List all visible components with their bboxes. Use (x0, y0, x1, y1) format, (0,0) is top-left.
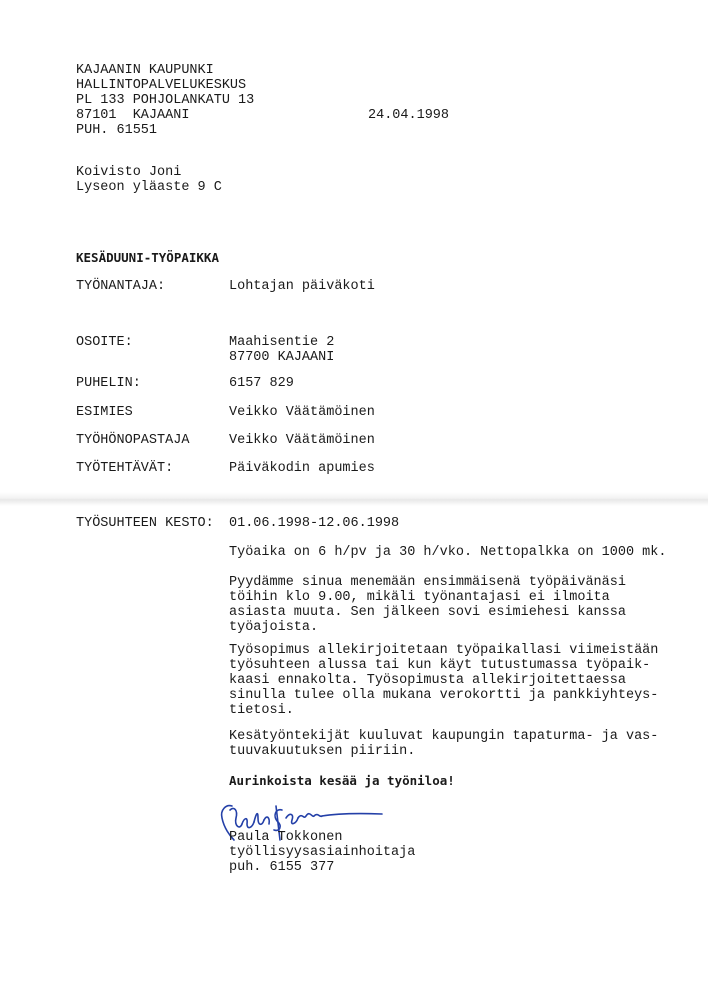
sender-line-1: KAJAANIN KAUPUNKI (76, 63, 214, 78)
duration-value: 01.06.1998-12.06.1998 (229, 516, 400, 531)
paragraph-insurance-line: tuuvakuutuksen piiriin. (229, 744, 416, 759)
signer-phone: puh. 6155 377 (229, 860, 335, 875)
supervisor-label: ESIMIES (76, 405, 133, 420)
paragraph-first-day-line: asiasta muuta. Sen jälkeen sovi esimiehesi kanssa (229, 605, 626, 620)
address-value-2: 87700 KAJAANI (229, 350, 335, 365)
duration-label: TYÖSUHTEEN KESTO: (76, 516, 214, 531)
instructor-value: Veikko Väätämöinen (229, 433, 375, 448)
tasks-label: TYÖTEHTÄVÄT: (76, 461, 174, 476)
phone-value: 6157 829 (229, 376, 294, 391)
recipient-name: Koivisto Joni (76, 165, 182, 180)
paper-fold (0, 492, 708, 506)
paragraph-first-day-line: Pyydämme sinua menemään ensimmäisenä työpäivänäsi (229, 575, 626, 590)
sender-line-5: PUH. 61551 (76, 123, 158, 138)
paragraph-contract-line: sinulla tulee olla mukana verokortti ja pankkiyhteys- (229, 688, 659, 703)
signer-title: työllisyysasiainhoitaja (229, 845, 416, 860)
supervisor-value: Veikko Väätämöinen (229, 405, 375, 420)
paragraph-first-day-line: työajoista. (229, 620, 319, 635)
paragraph-insurance-line: Kesätyöntekijät kuuluvat kaupungin tapaturma- ja vas- (229, 729, 659, 744)
letter-date: 24.04.1998 (368, 108, 450, 123)
paragraph-contract-line: työsuhteen alussa tai kun käyt tutustumassa työpaik- (229, 658, 651, 673)
instructor-label: TYÖHÖNOPASTAJA (76, 433, 190, 448)
sender-line-3: PL 133 POHJOLANKATU 13 (76, 93, 255, 108)
tasks-value: Päiväkodin apumies (229, 461, 375, 476)
paragraph-work-hours: Työaika on 6 h/pv ja 30 h/vko. Nettopalkka on 1000 mk. (229, 545, 667, 560)
recipient-school: Lyseon yläaste 9 C (76, 180, 222, 195)
page-title: KESÄDUUNI-TYÖPAIKKA (76, 250, 219, 265)
phone-label: PUHELIN: (76, 376, 141, 391)
address-label: OSOITE: (76, 335, 133, 350)
paragraph-contract-line: tietosi. (229, 703, 294, 718)
paragraph-contract-line: Työsopimus allekirjoitetaan työpaikallasi viimeistään (229, 643, 659, 658)
sender-line-2: HALLINTOPALVELUKESKUS (76, 78, 247, 93)
employer-value: Lohtajan päiväkoti (229, 279, 375, 294)
closing-greeting: Aurinkoista kesää ja työniloa! (229, 773, 455, 788)
signer-name: Paula Tokkonen (229, 830, 343, 845)
paragraph-first-day-line: töihin klo 9.00, mikäli työnantajasi ei ilmoita (229, 590, 610, 605)
paragraph-contract-line: kaasi ennakolta. Työsopimusta allekirjoitettaessa (229, 673, 626, 688)
employer-label: TYÖNANTAJA: (76, 279, 166, 294)
sender-line-4: 87101 KAJAANI (76, 108, 190, 123)
address-value-1: Maahisentie 2 (229, 335, 335, 350)
